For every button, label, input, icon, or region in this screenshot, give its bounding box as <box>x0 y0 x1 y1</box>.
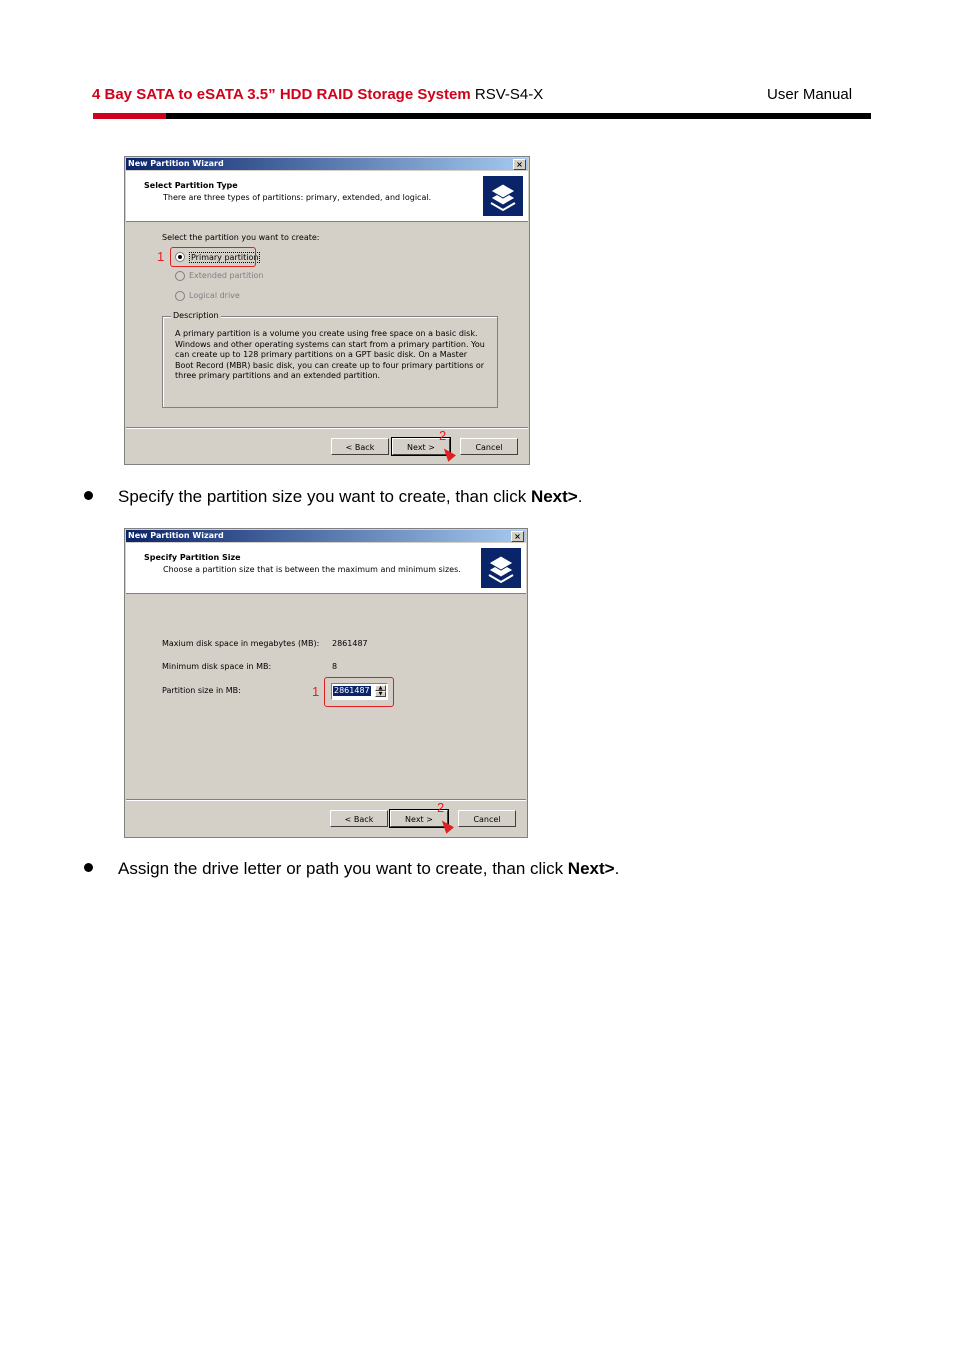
back-button[interactable]: < Back <box>331 438 389 455</box>
radio-logical-drive <box>175 291 185 301</box>
partition-prompt: Select the partition you want to create: <box>162 233 320 242</box>
dialog-titlebar <box>126 530 526 542</box>
min-space-value: 8 <box>332 662 338 671</box>
instruction-end: . <box>614 859 620 878</box>
description-label: Description <box>173 311 219 320</box>
dialog-title: New Partition Wizard <box>128 531 224 540</box>
product-name: 4 Bay SATA to eSATA 3.5” HDD RAID Storage System <box>92 86 471 103</box>
stepper-down-icon[interactable]: ▼ <box>375 691 386 697</box>
highlight-partition-size <box>324 677 394 707</box>
wizard-disk-icon <box>483 176 523 216</box>
bullet-icon <box>84 491 93 500</box>
partition-type-dialog <box>124 156 530 465</box>
wizard-heading: Specify Partition Size <box>144 553 241 562</box>
cancel-button[interactable]: Cancel <box>458 810 516 827</box>
wizard-heading: Select Partition Type <box>144 181 238 190</box>
bullet-icon <box>84 863 93 872</box>
header-rule-black <box>166 113 871 119</box>
partition-size-input[interactable]: 2861487 <box>334 686 370 695</box>
partition-size-label: Partition size in MB: <box>162 686 241 695</box>
header-rule-red <box>93 113 166 119</box>
description-text: A primary partition is a volume you create using free space on a basic disk. Windows and other operating systems can start from a primary partition. You can create up to 128 primary partitions on a GPT basic disk. On a Master Boot Record (MBR) basic disk, you can create up to four primary partitions or three primary partitions and an extended partition. <box>175 329 485 380</box>
description-group <box>162 311 498 408</box>
highlight-primary-partition <box>170 247 256 267</box>
instruction-end: . <box>577 487 583 506</box>
cancel-button[interactable]: Cancel <box>460 438 518 455</box>
document-header-title <box>92 86 543 103</box>
next-button[interactable]: Next > <box>390 810 448 827</box>
max-space-label: Maxium disk space in megabytes (MB): <box>162 639 320 648</box>
step-marker-1: 1 <box>312 684 320 699</box>
model-number: RSV-S4-X <box>474 86 544 103</box>
option-extended-partition: Extended partition <box>189 271 264 280</box>
wizard-header-panel <box>126 543 526 594</box>
wizard-subheading: There are three types of partitions: primary, extended, and logical. <box>163 193 432 202</box>
max-space-value: 2861487 <box>332 639 368 648</box>
min-space-label: Minimum disk space in MB: <box>162 662 272 671</box>
partition-size-dialog <box>124 528 528 838</box>
next-button[interactable]: Next > <box>392 438 450 455</box>
option-primary-partition[interactable]: Primary partition <box>191 253 259 262</box>
wizard-subheading: Choose a partition size that is between the maximum and minimum sizes. <box>163 565 461 574</box>
step-marker-2: 2 <box>437 800 445 815</box>
wizard-header-panel <box>126 171 528 222</box>
button-divider <box>126 799 526 801</box>
step-marker-2: 2 <box>439 428 447 443</box>
instruction-text: Assign the drive letter or path you want to create, than click <box>118 859 568 878</box>
back-button[interactable]: < Back <box>330 810 388 827</box>
step-marker-1: 1 <box>157 249 165 264</box>
dialog-titlebar <box>126 158 528 170</box>
button-divider <box>126 427 528 429</box>
instruction-text: Specify the partition size you want to create, than click <box>118 487 531 506</box>
dialog-title: New Partition Wizard <box>128 159 224 168</box>
instruction-drive-letter <box>84 859 619 879</box>
instruction-bold: Next> <box>530 487 578 506</box>
radio-extended-partition <box>175 271 185 281</box>
instruction-bold: Next> <box>567 859 615 878</box>
instruction-partition-size <box>84 487 582 507</box>
option-logical-drive: Logical drive <box>189 291 240 300</box>
document-type: User Manual <box>767 86 853 103</box>
close-button[interactable]: × <box>513 159 526 170</box>
wizard-disk-icon <box>481 548 521 588</box>
stepper-up-icon[interactable]: ▲ <box>375 685 386 691</box>
close-button[interactable]: × <box>511 531 524 542</box>
